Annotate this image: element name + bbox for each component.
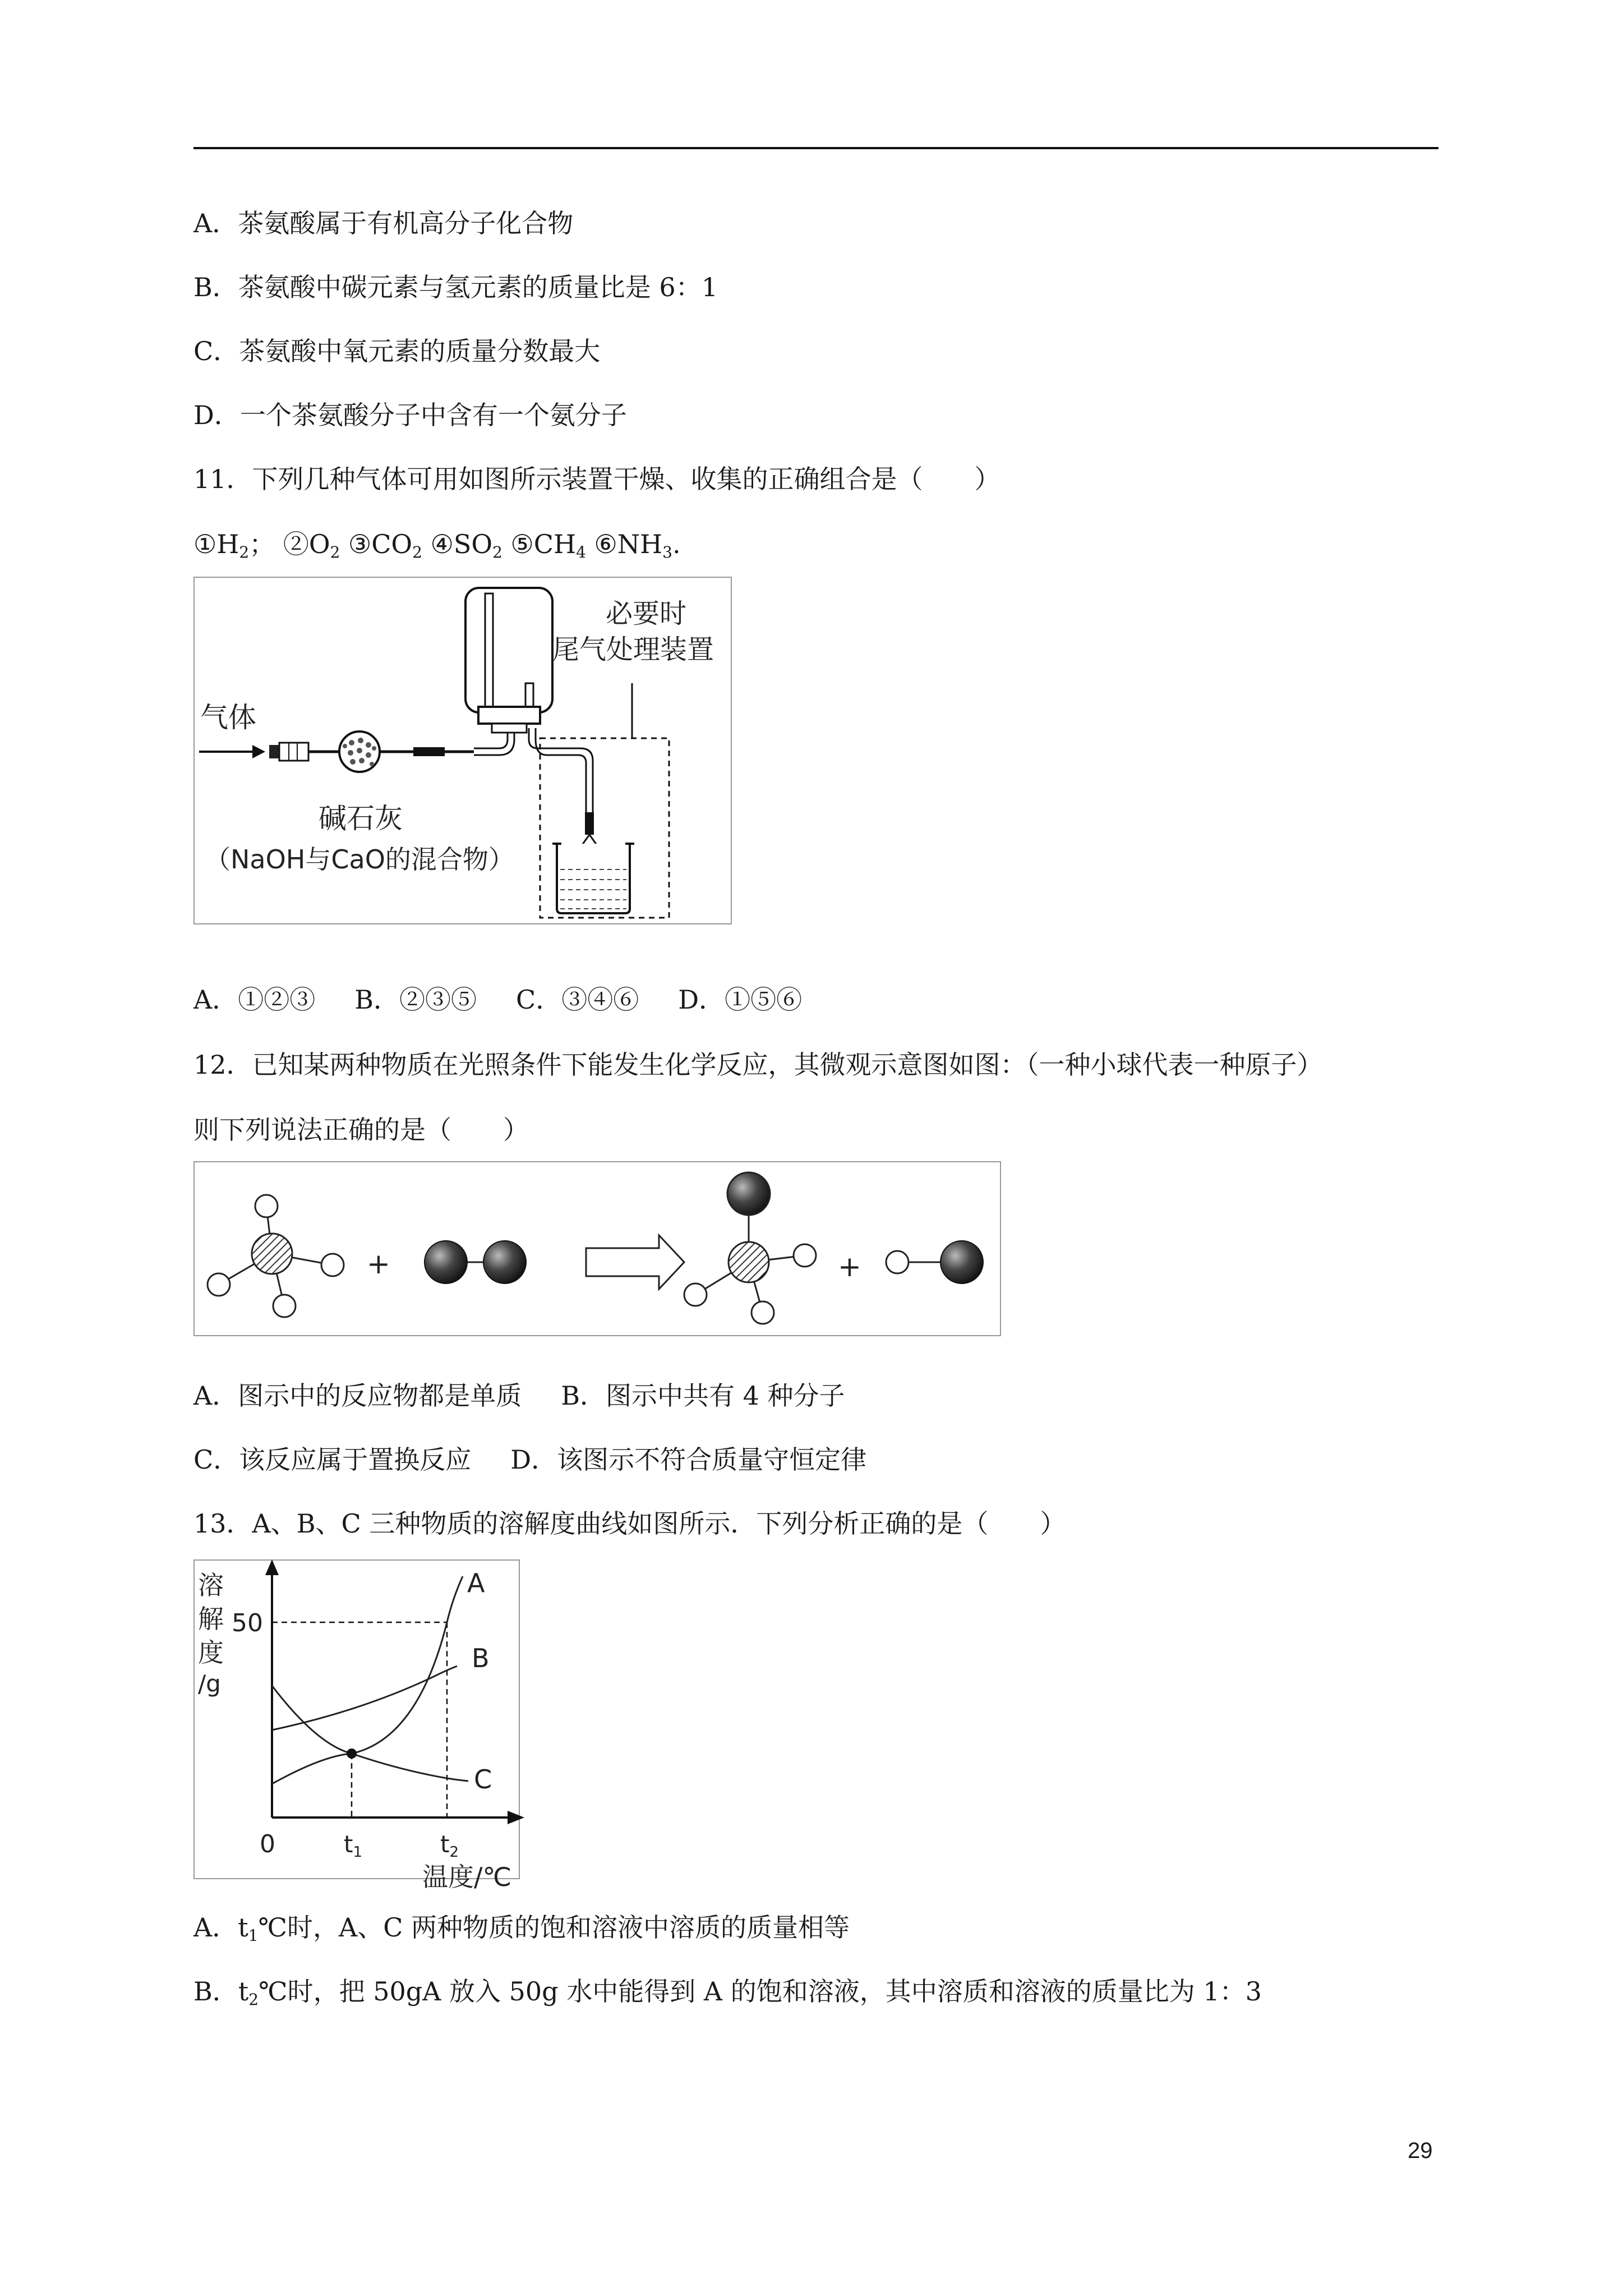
q11-options: A．①②③ B．②③⑤ C．③④⑥ D．①⑤⑥ [193,984,803,1015]
t1-label: t1 [344,1830,363,1861]
product-molecule-2 [886,1241,983,1283]
reactant-molecule-1 [208,1195,344,1317]
q12-stem-2: 则下列说法正确的是（ ） [193,1115,529,1145]
y-tick-50: 50 [232,1609,263,1637]
reaction-arrow [586,1235,684,1289]
gas-label: 气体 [200,701,256,734]
product-molecule-1 [684,1172,816,1324]
soda-lime-label: 碱石灰 [319,802,403,835]
beaker [557,844,630,913]
t2-label: t2 [440,1830,459,1861]
y-label-2: 解 [198,1604,224,1634]
q11-gas-list: $①H_2$； $②O_2$ $③CO_2$ $④SO_2$ $⑤CH_4$ $⑥NH_3$. [193,529,681,562]
note-label-1: 必要时 [606,598,687,629]
reactant-molecule-2 [425,1241,526,1283]
collection-bottle [465,588,552,712]
plus-sign-1: + [367,1248,390,1280]
q11-apparatus-figure [193,577,732,924]
q10-option-d: D．一个茶氨酸分子中含有一个氨分子 [193,400,627,430]
page-number: 29 [1408,2138,1433,2163]
curve-a-label: A [467,1568,485,1598]
q12-reaction-figure [193,1161,1001,1336]
q13-option-a: A．$t_1℃$时，A、C 两种物质的饱和溶液中溶质的质量相等 [193,1912,850,1945]
note-label-2: 尾气处理装置 [552,634,714,665]
y-label-4: /g [198,1670,221,1697]
intersection-point [347,1749,357,1759]
curve-b-label: B [472,1643,490,1673]
origin-label: 0 [260,1830,275,1858]
mixture-label: （NaOH与CaO的混合物） [205,844,514,875]
curve-c-label: C [474,1764,492,1795]
q11-stem: 11．下列几种气体可用如图所示装置干燥、收集的正确组合是（ ） [193,464,1000,494]
q13-stem: 13．A、B、C 三种物质的溶解度曲线如图所示．下列分析正确的是（ ） [193,1508,1066,1539]
q13-option-b: B．$t_2℃$时，把 50gA 放入 50g 水中能得到 A 的饱和溶液，其中溶质和溶液的质量比为 1：3 [193,1976,1262,2009]
q13-solubility-chart [193,1559,530,1896]
q12-options-row-2: C．该反应属于置换反应 D．该图示不符合质量守恒定律 [193,1444,867,1475]
q12-stem-1: 12．已知某两种物质在光照条件下能发生化学反应，其微观示意图如图：（一种小球代表一种原子） [193,1050,1323,1080]
header-rule [193,147,1438,149]
y-label-3: 度 [198,1637,224,1668]
q12-options-row-1: A．图示中的反应物都是单质 B．图示中共有 4 种分子 [193,1381,845,1411]
x-label: 温度/℃ [422,1862,512,1892]
q10-option-a: A．茶氨酸属于有机高分子化合物 [193,208,574,238]
q10-option-c: C．茶氨酸中氧元素的质量分数最大 [193,336,601,366]
y-label-1: 溶 [198,1570,224,1600]
plus-sign-2: + [838,1250,861,1283]
q10-option-b: B．茶氨酸中碳元素与氢元素的质量比是 6：1 [193,272,718,302]
curve-a [272,1576,463,1784]
curve-c [272,1686,468,1781]
